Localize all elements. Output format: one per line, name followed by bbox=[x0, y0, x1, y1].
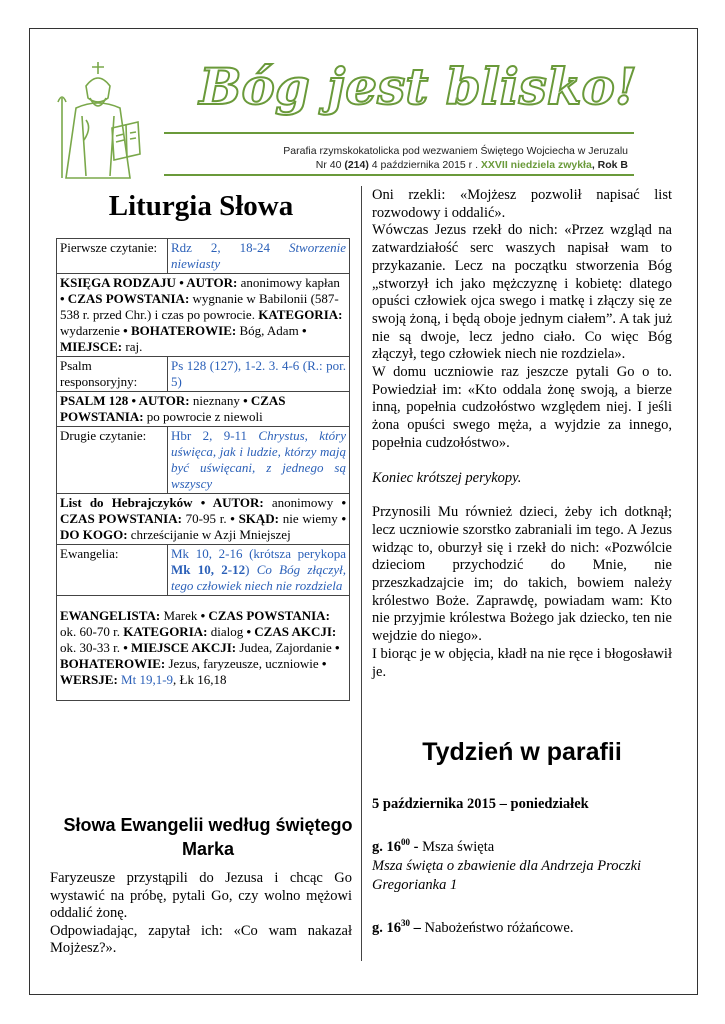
info-key: KATEGORIA: bbox=[258, 307, 343, 322]
info-value: ok. 60-70 r. bbox=[60, 624, 124, 639]
gospel-ref-text: Mk 10, 2-16 (krótsza perykopa bbox=[171, 546, 346, 561]
gospel-short-ref: Mk 10, 2-12 bbox=[171, 562, 246, 577]
psalm-info bbox=[57, 392, 350, 427]
parish-week-heading: Tydzień w parafii bbox=[422, 738, 622, 766]
info-key: KSIĘGA RODZAJU • AUTOR: bbox=[60, 275, 238, 290]
info-key: List do Hebrajczyków • AUTOR: bbox=[60, 495, 264, 510]
info-value: dialog bbox=[207, 624, 247, 639]
event-separator: - bbox=[410, 838, 423, 855]
paragraph: Wówczas Jezus rzekł do nich: «Przez wzgląd na zatwardziałość serc waszych napisał wam to przykazanie. Lecz na początku stworzenia Bóg „stworzył ich jako mężczyznę i kobietę: dlatego opuści człowiek ojca swego i matkę i złączy się ze swoją żoną, i będą oboje jednym ciałem”. A tak już nie są dwoje, lecz jedno ciało. Co więc Bóg złączył, tego człowiek niech nie rozdziela». bbox=[372, 222, 672, 363]
info-value: Jezus, faryzeusze, uczniowie bbox=[165, 656, 322, 671]
second-reading-label: Drugie czytanie: bbox=[57, 427, 168, 494]
first-reading-ref-text: Rdz 2, 18-24 bbox=[171, 240, 289, 255]
table-row bbox=[57, 545, 350, 596]
first-reading-title: Stworzenie niewiasty bbox=[171, 240, 346, 271]
first-reading-info bbox=[57, 274, 350, 357]
event-separator: – bbox=[410, 919, 425, 936]
info-value: raj. bbox=[122, 339, 143, 354]
column-divider bbox=[361, 186, 362, 961]
event-time: g. 16 bbox=[372, 838, 401, 855]
paragraph: I biorąc je w objęcia, kładł na nie ręce i błogosławił je. bbox=[372, 645, 672, 680]
info-value: anonimowy kapłan bbox=[237, 275, 340, 290]
short-pericope-end: Koniec krótszej perykopy. bbox=[372, 469, 522, 486]
info-key: PSALM 128 • AUTOR: bbox=[60, 393, 190, 408]
gospel-text-left bbox=[50, 870, 352, 958]
info-value: nieznany bbox=[189, 393, 244, 408]
info-key: • CZAS POWSTANIA: bbox=[200, 608, 330, 623]
gospel-section-heading: Słowa Ewangelii według świętego Marka bbox=[63, 815, 353, 859]
issue-number: (214) bbox=[344, 159, 369, 171]
event-time: g. 16 bbox=[372, 919, 401, 936]
schedule-event bbox=[372, 833, 672, 857]
table-row bbox=[57, 494, 350, 545]
gospel-text-right bbox=[372, 187, 672, 681]
saint-illustration bbox=[46, 58, 151, 183]
info-key: • WERSJE: bbox=[60, 656, 327, 687]
info-key: • CZAS AKCJI: bbox=[246, 624, 337, 639]
info-value: wydarzenie bbox=[60, 323, 124, 338]
event-label: Msza święta bbox=[422, 838, 495, 855]
gospel-ref bbox=[168, 545, 350, 596]
info-value: po powrocie z niewoli bbox=[143, 409, 263, 424]
info-value: Bóg, Adam bbox=[236, 323, 302, 338]
paragraph: Przynosili Mu również dzieci, żeby ich dotknął; lecz uczniowie szorstko zabraniali im tego. A Jezus widząc to, oburzył się i rzekł do nich: «Pozwólcie dzieciom przychodzić do Mnie, nie przeszkadzajcie im; do takich, bowiem należy królestwo Boże. Zaprawdę, powiadam wam: Kto nie przyjmie królestwa Bożego jak dziecko, ten nie wejdzie do niego». bbox=[372, 504, 672, 645]
liturgy-title: Liturgia Słowa bbox=[108, 190, 294, 222]
info-value: , Łk 16,18 bbox=[173, 672, 227, 687]
event-label: Nabożeństwo różańcowe. bbox=[424, 919, 574, 936]
info-key: • DO KOGO: bbox=[60, 511, 346, 542]
info-key: EWANGELISTA: bbox=[60, 608, 161, 623]
issue-line bbox=[164, 159, 628, 171]
info-key: • MIEJSCE: bbox=[60, 323, 307, 354]
masthead-title bbox=[168, 52, 668, 122]
table-row bbox=[57, 427, 350, 494]
gospel-info bbox=[57, 596, 350, 701]
event-place: Gregorianka 1 bbox=[372, 876, 458, 893]
table-row bbox=[57, 596, 350, 701]
second-reading-ref-text: Hbr 2, 9-11 bbox=[171, 428, 259, 443]
second-reading-ref bbox=[168, 427, 350, 494]
masthead-rule-top bbox=[164, 132, 634, 134]
info-value: 70-95 r. bbox=[181, 511, 231, 526]
info-key: • CZAS POWSTANIA: bbox=[60, 393, 286, 424]
info-key: • BOHATEROWIE: bbox=[123, 323, 237, 338]
gospel-ref-close: ) bbox=[245, 562, 257, 577]
psalm-ref: Ps 128 (127), 1-2. 3. 4-6 (R.: por. 5) bbox=[168, 357, 350, 392]
info-key: • SKĄD: bbox=[230, 511, 280, 526]
sunday-name: XXVII niedziela zwykła bbox=[480, 159, 592, 171]
gospel-label: Ewangelia: bbox=[57, 545, 168, 596]
schedule-event bbox=[372, 914, 672, 938]
info-value: nie wiemy bbox=[279, 511, 342, 526]
bible-link: Mt 19,1-9 bbox=[121, 672, 174, 687]
paragraph: W domu uczniowie raz jeszcze pytali Go o to. Powiedział im: «Kto oddala żonę swoją, a bierze inną, popełnia cudzołóstwo względem niej. I jeśli żona opuści swego męża, a wyjdzie za innego, popełnia cudzołóstwo». bbox=[372, 364, 672, 451]
table-row bbox=[57, 239, 350, 274]
issue-prefix: Nr 40 bbox=[315, 159, 345, 171]
info-key: • MIEJSCE AKCJI: bbox=[123, 640, 237, 655]
spacer bbox=[372, 453, 672, 470]
info-value: Judea, Zajordanie bbox=[236, 640, 336, 655]
paragraph: Odpowiadając, zapytał ich: «Co wam nakazał Mojżesz?». bbox=[50, 922, 352, 956]
liturgical-year: Rok B bbox=[597, 159, 628, 171]
paragraph: Faryzeusze przystąpili do Jezusa i chcąc Go wystawić na próbę, pytali Go, czy wolno mężowi oddalić żonę. bbox=[50, 870, 352, 921]
first-reading-ref bbox=[168, 239, 350, 274]
info-value: Marek bbox=[160, 608, 201, 623]
issue-date: 4 października 2015 r . bbox=[368, 159, 481, 171]
event-time-minutes: 00 bbox=[401, 837, 410, 847]
info-key: • BOHATEROWIE: bbox=[60, 640, 340, 671]
parish-schedule bbox=[372, 795, 672, 938]
info-key: KATEGORIA: bbox=[123, 624, 208, 639]
second-reading-title: Chrystus, który uświęca, jak i ludzie, którzy mają być uświęcani, z jednego są wszyscy bbox=[171, 428, 346, 491]
schedule-day: 5 października 2015 – poniedziałek bbox=[372, 796, 589, 812]
first-reading-label: Pierwsze czytanie: bbox=[57, 239, 168, 274]
info-key: • CZAS POWSTANIA: bbox=[60, 495, 346, 526]
info-value: chrześcijanie w Azji Mniejszej bbox=[127, 527, 291, 542]
spacer bbox=[372, 487, 672, 504]
paragraph: Oni rzekli: «Mojżesz pozwolił napisać list rozwodowy i oddalić». bbox=[372, 187, 672, 221]
psalm-label: Psalm responsoryjny: bbox=[57, 357, 168, 392]
event-time-minutes: 30 bbox=[401, 917, 410, 928]
parish-name: Parafia rzymskokatolicka pod wezwaniem Świętego Wojciecha w Jeruzalu bbox=[283, 145, 628, 157]
event-intention: Msza święta o zbawienie dla Andrzeja Proczki bbox=[372, 857, 642, 874]
info-key: • CZAS POWSTANIA: bbox=[60, 291, 190, 306]
info-value: ok. 30-33 r. bbox=[60, 640, 124, 655]
liturgy-table bbox=[56, 238, 350, 701]
table-row bbox=[57, 357, 350, 392]
second-reading-info bbox=[57, 494, 350, 545]
info-value: wygnanie w Babilonii (587-538 r. przed Chr.) i czas po powrocie. bbox=[60, 291, 339, 322]
masthead-title-text: Bóg jest blisko! bbox=[199, 57, 637, 116]
year-sep: , bbox=[591, 159, 598, 171]
table-row bbox=[57, 274, 350, 357]
info-value: anonimowy bbox=[263, 495, 342, 510]
masthead-rule-bottom bbox=[164, 174, 634, 176]
table-row bbox=[57, 392, 350, 427]
gospel-title: Co Bóg złączył, tego człowiek niech nie rozdziela bbox=[171, 562, 346, 593]
